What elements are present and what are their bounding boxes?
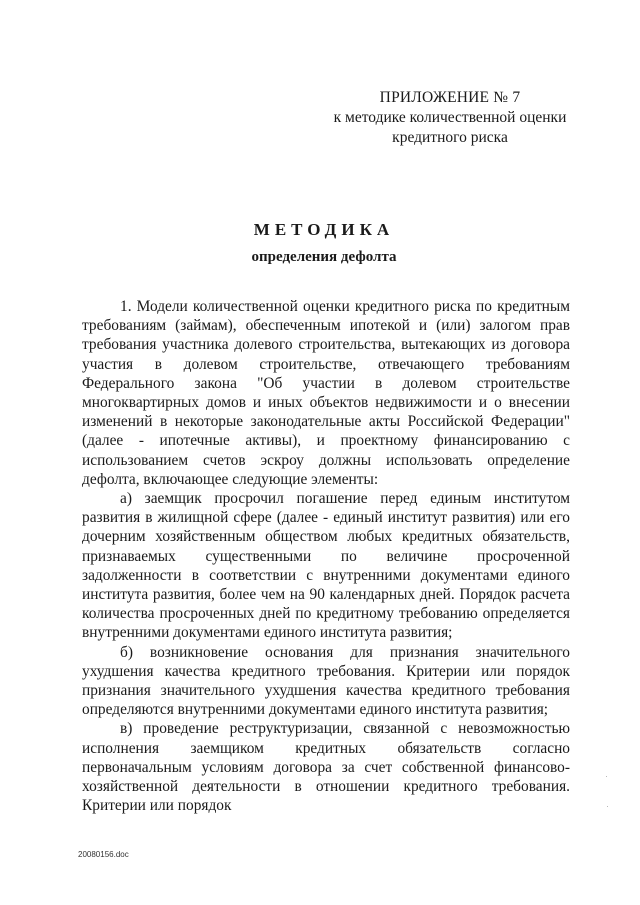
appendix-header — [300, 88, 600, 148]
document-title-block — [0, 220, 640, 266]
scan-artifact — [606, 776, 607, 777]
appendix-reference-line-1: к методике количественной оценки — [333, 109, 567, 126]
document-subtitle: определения дефолта — [251, 249, 397, 265]
appendix-reference-line-2: кредитного риска — [392, 129, 508, 146]
scan-artifact — [607, 806, 608, 807]
document-body — [82, 297, 570, 815]
file-name-footer: 20080156.doc — [78, 850, 129, 859]
paragraph-item-a: а) заемщик просрочил погашение перед единым институтом развития в жилищной сфере (далее - единый институт развития) или его дочерним хозяйственным обществом любых кредитных обязательств, признаваемых существенными по величине просроченной задолженности в соответствии с внутренними документами единого института развития, более чем на 90 календарных дней. Порядок расчета количества просроченных дней по кредитному требованию определяется внутренними документами единого института развития; — [82, 490, 570, 642]
paragraph-1: 1. Модели количественной оценки кредитного риска по кредитным требованиям (займам), обеспеченным ипотекой и (или) залогом прав требования участника долевого строительства, вытекающих из договора участия в долевом строительстве, отвечающего требованиям Федерального закона "Об участии в долевом строительстве многоквартирных домов и иных объектов недвижимости и о внесении изменений в некоторые законодательные акты Российской Федерации" (далее - ипотечные активы), и проектному финансированию с использованием счетов эскроу должны использовать определение дефолта, включающее следующие элементы: — [82, 298, 570, 488]
appendix-heading: ПРИЛОЖЕНИЕ № 7 — [379, 89, 521, 106]
paragraph-item-v: в) проведение реструктуризации, связанной с невозможностью исполнения заемщиком кредитных обязательств согласно первоначальным условиям договора за счет собственной финансово-хозяйственной деятельности в отношении кредитного требования. Критерии или порядок — [82, 720, 570, 815]
paragraph-item-b: б) возникновение основания для признания значительного ухудшения качества кредитного требования. Критерии или порядок признания значительного ухудшения качества кредитного требования определяются внутренними документами единого института развития; — [82, 643, 570, 719]
document-title: МЕТОДИКА — [253, 220, 395, 239]
